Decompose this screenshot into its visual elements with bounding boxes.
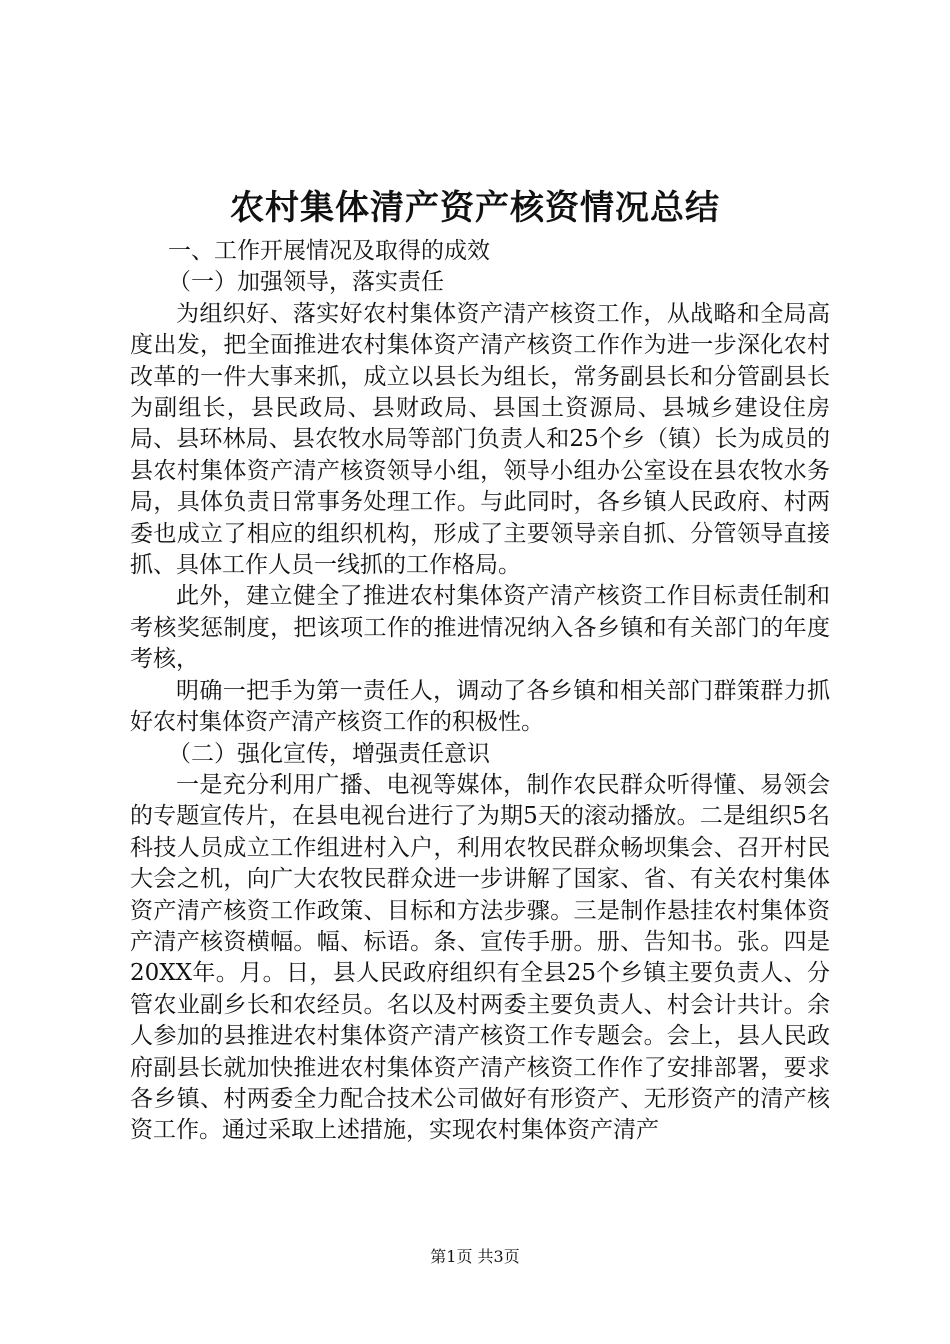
paragraph: 为组织好、落实好农村集体资产清产核资工作，从战略和全局高度出发，把全面推进农村集体资产清产核资工作作为进一步深化农村改革的一件大事来抓，成立以县长为组长，常务副县长和分管副县长为副组长，县民政局、县财政局、县国土资源局、县城乡建设住房局、县环林局、县农牧水局等部门负责人和25个乡（镇）长为成员的县农村集体资产清产核资领导小组，领导小组办公室设在县农牧水务局，具体负责日常事务处理工作。与此同时，各乡镇人民政府、村两委也成立了相应的组织机构，形成了主要领导亲自抓、分管领导直接抓、具体工作人员一线抓的工作格局。: [130, 300, 830, 579]
document-title: 农村集体清产资产核资情况总结: [230, 188, 720, 228]
paragraph: 明确一把手为第一责任人，调动了各乡镇和相关部门群策群力抓好农村集体资产清产核资工作的积极性。: [130, 677, 830, 736]
page-footer: 第1页 共3页: [430, 1247, 520, 1266]
document-body: [130, 236, 830, 1147]
section-heading: 一、工作开展情况及取得的成效: [167, 238, 490, 264]
subsection-heading: （一）加强领导，落实责任: [167, 269, 444, 296]
subsection-heading: （二）强化宣传，增强责任意识: [167, 740, 490, 767]
paragraph: 此外，建立健全了推进农村集体资产清产核资工作目标责任制和考核奖惩制度，把该项工作的推进情况纳入各乡镇和有关部门的年度考核，: [130, 583, 830, 673]
paragraph: 一是充分利用广播、电视等媒体，制作农民群众听得懂、易领会的专题宣传片，在县电视台进行了为期5天的滚动播放。二是组织5名科技人员成立工作组进村入户，利用农牧民群众畅坝集会、召开村民大会之机，向广大农牧民群众进一步讲解了国家、省、有关农村集体资产清产核资工作政策、目标和方法步骤。三是制作悬挂农村集体资产清产核资横幅。幅、标语。条、宣传手册。册、告知书。张。四是20XX年。月。日，县人民政府组织有全县25个乡镇主要负责人、分管农业副乡长和农经员。名以及村两委主要负责人、村会计共计。余人参加的县推进农村集体资产清产核资工作专题会。会上，县人民政府副县长就加快推进农村集体资产清产核资工作作了安排部署，要求各乡镇、村两委全力配合技术公司做好有形资产、无形资产的清产核资工作。通过采取上述措施，实现农村集体资产清产: [130, 771, 830, 1144]
